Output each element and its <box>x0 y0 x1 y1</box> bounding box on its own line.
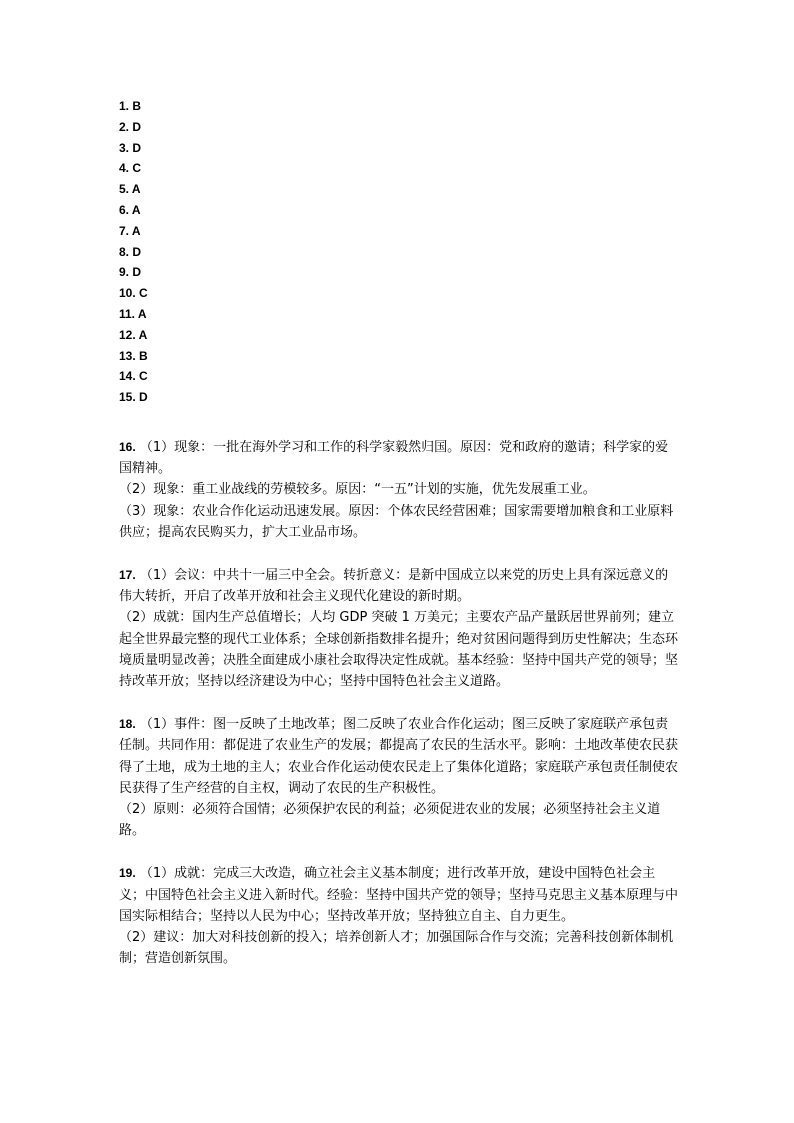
q18-part-1 <box>119 714 679 799</box>
mc-answer-14 <box>119 366 679 387</box>
mc-answer-3 <box>119 138 679 159</box>
mc-answer-12 <box>119 325 679 346</box>
mc-answer-2 <box>119 117 679 138</box>
mc-number: 8. <box>119 244 130 259</box>
answer-text: （1）事件：图一反映了土地改革；图二反映了农业合作化运动；图三反映了家庭联产承包责任制。共同作用：都促进了农业生产的发展；都提高了农民的生活水平。影响：土地改革使农民获得了土地，成为土地的主人；农业合作化运动使农民走上了集体化道路；家庭联产承包责任制使农民获得了生产经营的自主权，调动了农民的生产积极性。 <box>119 717 679 796</box>
mc-number: 2. <box>119 119 130 134</box>
mc-answer-8 <box>119 242 679 263</box>
mc-choice: C <box>139 369 148 384</box>
q16-part-1 <box>119 437 679 479</box>
mc-choice: B <box>139 348 148 363</box>
answer-key-content <box>119 96 679 969</box>
mc-choice: D <box>139 390 148 405</box>
question-number: 18. <box>119 717 136 732</box>
mc-number: 14. <box>119 369 136 384</box>
mc-number: 12. <box>119 327 136 342</box>
mc-choice: C <box>139 286 148 301</box>
mc-number: 3. <box>119 140 130 155</box>
mc-number: 9. <box>119 265 130 280</box>
mc-number: 10. <box>119 286 136 301</box>
q19-part-2: （2）建议：加大对科技创新的投入；培养创新人才；加强国际合作与交流；完善科技创新体制机制；营造创新氛围。 <box>119 930 674 967</box>
mc-number: 7. <box>119 223 130 238</box>
mc-choice: D <box>132 119 142 134</box>
mc-number: 4. <box>119 161 130 176</box>
q18-part-2: （2）原则：必须符合国情；必须保护农民的利益；必须促进农业的发展；必须坚持社会主义道路。 <box>119 802 661 839</box>
multiple-choice-answers <box>119 96 679 408</box>
mc-number: 6. <box>119 202 130 217</box>
question-16-answer <box>119 437 679 543</box>
mc-answer-9 <box>119 262 679 283</box>
mc-choice: A <box>137 306 147 321</box>
mc-choice: C <box>132 161 142 176</box>
mc-choice: A <box>131 202 141 217</box>
mc-number: 15. <box>119 390 136 405</box>
mc-answer-15 <box>119 387 679 408</box>
mc-answer-13 <box>119 346 679 367</box>
mc-choice: D <box>132 265 142 280</box>
question-number: 19. <box>119 866 136 881</box>
mc-answer-1 <box>119 96 679 117</box>
question-18-answer <box>119 714 679 841</box>
mc-choice: D <box>132 244 142 259</box>
mc-number: 13. <box>119 348 136 363</box>
mc-answer-11 <box>119 304 679 325</box>
mc-answer-5 <box>119 179 679 200</box>
mc-number: 1. <box>119 99 130 113</box>
question-number: 16. <box>119 439 136 454</box>
mc-number: 11. <box>119 306 136 321</box>
mc-choice: A <box>138 327 148 342</box>
mc-answer-4 <box>119 158 679 179</box>
q16-part-2: （2）现象：重工业战线的劳模较多。原因：“一五”计划的实施，优先发展重工业。 <box>119 482 596 498</box>
mc-number: 5. <box>119 182 130 197</box>
q17-part-1 <box>119 565 679 607</box>
q16-part-3: （3）现象：农业合作化运动迅速发展。原因：个体农民经营困难；国家需要增加粮食和工业原料供应；提高农民购买力，扩大工业品市场。 <box>119 503 674 540</box>
question-17-answer <box>119 565 679 692</box>
answer-text: （1）现象：一批在海外学习和工作的科学家毅然归国。原因：党和政府的邀请；科学家的爱国精神。 <box>119 439 669 477</box>
mc-choice: A <box>131 223 141 238</box>
mc-choice: B <box>132 99 142 113</box>
q17-part-2: （2）成就：国内生产总值增长；人均 GDP 突破 1 万美元；主要农产品产量跃居世界前列；建立起全世界最完整的现代工业体系；全球创新指数排名提升；绝对贫困问题得到历史性解决；生态环境质量明显改善；决胜全面建成小康社会取得决定性成就。基本经验：坚持中国共产党的领导；坚持改革开放；坚持以经济建设为中心；坚持中国特色社会主义道路。 <box>119 610 679 689</box>
mc-choice: D <box>132 140 142 155</box>
q19-part-1 <box>119 863 679 927</box>
mc-choice: A <box>131 182 141 197</box>
answer-text: （1）成就：完成三大改造，确立社会主义基本制度；进行改革开放，建设中国特色社会主义；中国特色社会主义进入新时代。经验：坚持中国共产党的领导；坚持马克思主义基本原理与中国实际相结合；坚持以人民为中心；坚持改革开放；坚持独立自主、自力更生。 <box>119 866 679 924</box>
mc-answer-10 <box>119 283 679 304</box>
question-19-answer <box>119 863 679 969</box>
mc-answer-7 <box>119 221 679 242</box>
answer-text: （1）会议：中共十一届三中全会。转折意义：是新中国成立以来党的历史上具有深远意义的伟大转折，开启了改革开放和社会主义现代化建设的新时期。 <box>119 567 669 605</box>
mc-answer-6 <box>119 200 679 221</box>
question-number: 17. <box>119 567 136 582</box>
